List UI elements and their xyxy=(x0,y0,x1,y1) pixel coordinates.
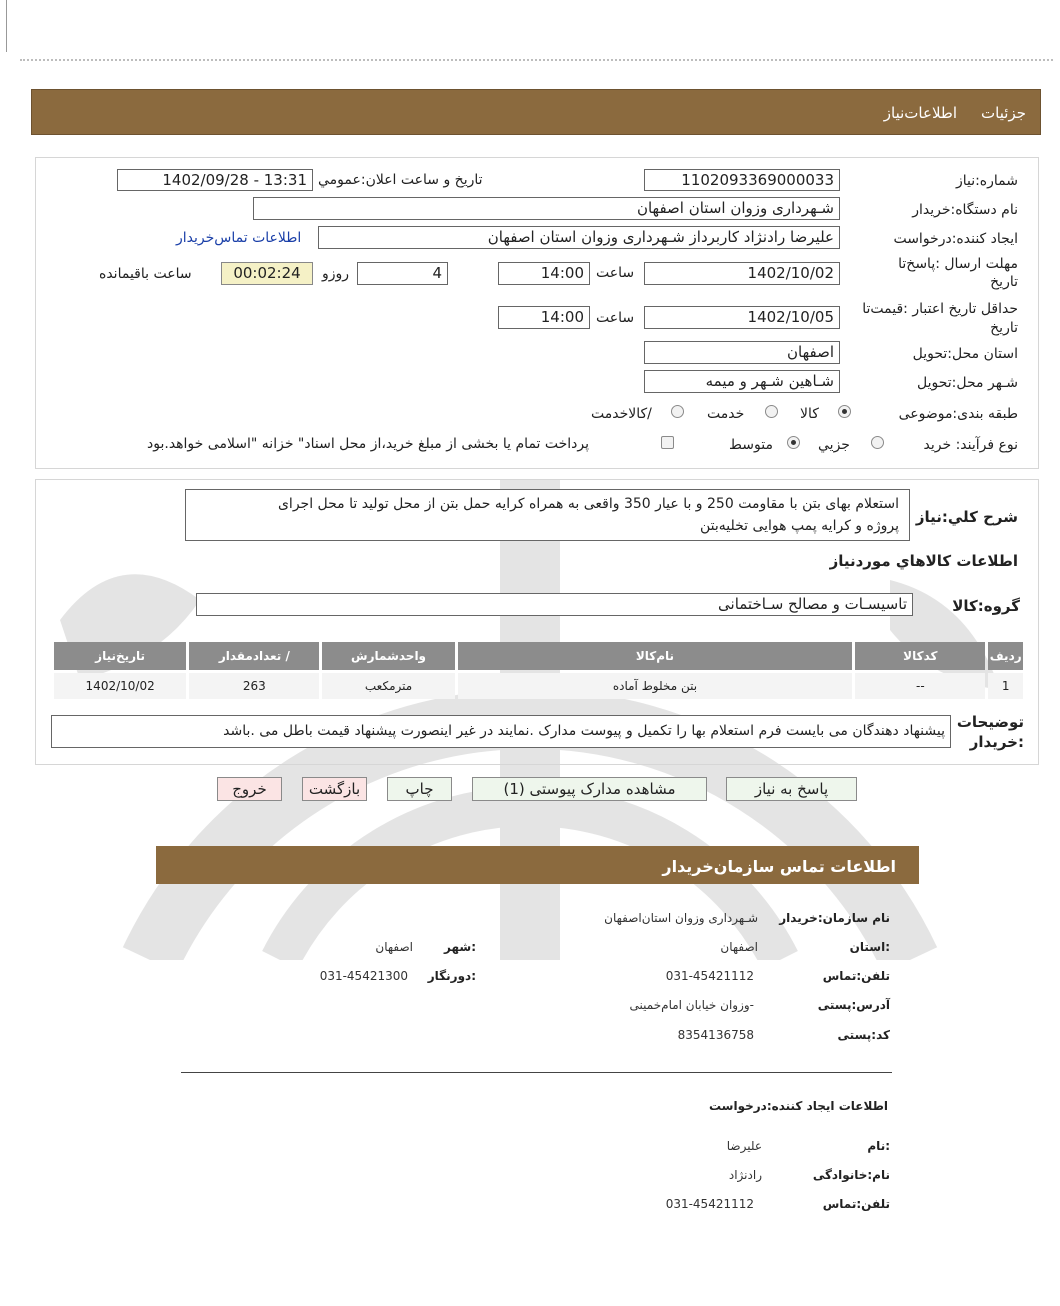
fax-value: 031-45421300 xyxy=(319,969,408,983)
view-attachments-button[interactable]: مشاهده مدارک پیوستی (1) xyxy=(472,777,707,801)
goods-table xyxy=(51,639,1026,702)
validity-label: حداقل تاریخ اعتبار :قیمت‌تا xyxy=(862,301,1018,317)
col-need-date: تاریخ‌نیاز xyxy=(54,642,186,670)
need-number-field: 1102093369000033 xyxy=(644,169,840,191)
summary-box xyxy=(185,489,910,541)
goods-group-label: گروه:کالا xyxy=(952,597,1020,615)
treasury-payment-checkbox[interactable] xyxy=(661,436,674,449)
creator-field: علیرضا رادنژاد کاربرداز شـهرداری وزوان استان اصفهان xyxy=(318,226,840,249)
table-row xyxy=(54,673,1023,699)
treasury-payment-note: پرداخت تمام یا بخشی از مبلغ خرید،از محل اسناد" خزانه "اسلامی خواهد.بود xyxy=(147,436,590,452)
cell-goods-name: بتن مخلوط آماده xyxy=(458,673,853,699)
city-contact-label: :شهر xyxy=(444,940,476,954)
province-contact-value: اصفهان xyxy=(720,940,758,954)
org-label: نام سازمان:خریدار xyxy=(779,911,890,925)
postal-code-label: کد:پستی xyxy=(837,1028,890,1042)
top-dotted-divider xyxy=(20,59,1053,61)
summary-line-1: استعلام بهای بتن با مقاومت 250 و با عیار 350 واقعی به همراه کرایه حمل بتن از محل تولید تا محل اجرای xyxy=(277,496,899,512)
col-row-number: ردیف xyxy=(988,642,1023,670)
city-label: شـهر محل:تحویل xyxy=(917,375,1018,391)
category-label: طبقه بندی:موضوعی xyxy=(898,406,1018,422)
cell-quantity: 263 xyxy=(189,673,319,699)
process-option-minor: جزيي xyxy=(818,437,850,453)
category-radio-goods-service[interactable] xyxy=(671,405,684,418)
process-radio-medium[interactable] xyxy=(787,436,800,449)
tab-details[interactable]: جزئیات xyxy=(981,104,1026,122)
col-goods-code: کدکالا xyxy=(855,642,985,670)
creator-name-label: :نام xyxy=(867,1139,890,1153)
validity-date-field: 1402/10/05 xyxy=(644,306,840,329)
left-edge-line xyxy=(6,0,7,52)
validity-time-label: ساعت xyxy=(596,310,635,326)
category-radio-service[interactable] xyxy=(765,405,778,418)
goods-table-header xyxy=(54,642,1023,670)
phone-value: 031-45421112 xyxy=(665,969,754,983)
col-goods-name: نام‌کالا xyxy=(458,642,853,670)
print-button[interactable]: چاپ xyxy=(387,777,452,801)
province-label: استان محل:تحویل xyxy=(912,346,1018,362)
process-option-medium: متوسط xyxy=(729,437,773,453)
creator-family-value: رادنژاد xyxy=(728,1168,762,1182)
col-unit: واحدشمارش xyxy=(322,642,454,670)
postal-code-value: 8354136758 xyxy=(677,1028,754,1042)
validity-time-field: 14:00 xyxy=(498,306,590,329)
cell-row-number: 1 xyxy=(988,673,1023,699)
deadline-time-label: ساعت xyxy=(596,265,635,281)
org-value: شـهرداری وزوان استان‌اصفهان xyxy=(604,911,758,925)
deadline-time-field: 14:00 xyxy=(498,262,590,285)
buyer-label: نام دستگاه:خریدار xyxy=(912,202,1018,218)
city-contact-value: اصفهان xyxy=(375,940,413,954)
category-radio-goods[interactable] xyxy=(838,405,851,418)
contact-title: اطلاعات تماس سازمان‌خریدار xyxy=(662,857,896,876)
cell-need-date: 1402/10/02 xyxy=(54,673,186,699)
announce-label: تاریخ و ساعت اعلان:عمومي xyxy=(318,172,483,188)
category-option-goods-service: /کالاخدمت xyxy=(591,406,652,422)
validity-label-2: تاریخ xyxy=(990,320,1018,336)
deadline-label: مهلت ارسال :پاسخ‌تا xyxy=(898,256,1018,272)
tab-need-info[interactable]: اطلاعات‌نیاز xyxy=(883,104,957,122)
creator-name-value: علیرضا xyxy=(726,1139,762,1153)
buyer-contact-link[interactable]: اطلاعات تماس‌خریدار xyxy=(176,230,302,246)
days-field: 4 xyxy=(357,262,448,285)
creator-info-heading: اطلاعات ایجاد کننده:درخواست xyxy=(708,1099,888,1113)
buyer-notes-label-2: :خریدار xyxy=(969,733,1024,751)
goods-heading: اطلاعات کالاهاي موردنیاز xyxy=(829,552,1018,570)
buyer-field: شـهرداری وزوان استان اصفهان xyxy=(253,197,840,220)
back-button[interactable]: بازگشت xyxy=(302,777,367,801)
cell-goods-code: -- xyxy=(855,673,985,699)
remaining-label: ساعت باقیمانده xyxy=(99,266,192,282)
col-quantity: / تعدادمقدار xyxy=(189,642,319,670)
process-label: نوع فرآیند: خرید xyxy=(923,437,1018,453)
buyer-notes-label: توضیحات xyxy=(956,713,1024,731)
province-field: اصفهان xyxy=(644,341,840,364)
announce-datetime-field: 1402/09/28 - 13:31 xyxy=(117,169,313,191)
address-value: -وزوان خیابان امام‌خمینی xyxy=(629,998,754,1012)
creator-label: ایجاد کننده:درخواست xyxy=(893,231,1018,247)
creator-phone-label: تلفن:تماس xyxy=(822,1197,890,1211)
deadline-date-field: 1402/10/02 xyxy=(644,262,840,285)
creator-family-label: نام:خانوادگی xyxy=(812,1168,890,1182)
exit-button[interactable]: خروج xyxy=(217,777,282,801)
category-option-service: خدمت xyxy=(707,406,745,422)
process-radio-minor[interactable] xyxy=(871,436,884,449)
goods-group-field: تاسیسـات و مصالح سـاختمانی xyxy=(196,593,913,616)
fax-label: :دورنگار xyxy=(427,969,476,983)
need-number-label: شماره:نیاز xyxy=(955,173,1018,189)
days-label: روزو xyxy=(322,266,350,282)
contact-divider xyxy=(181,1072,892,1073)
city-field: شـاهین شـهر و میمه xyxy=(644,370,840,393)
summary-label: شرح کلي:نیاز xyxy=(915,508,1018,526)
creator-phone-value: 031-45421112 xyxy=(665,1197,754,1211)
phone-label: تلفن:تماس xyxy=(822,969,890,983)
remaining-time-display: 00:02:24 xyxy=(221,262,313,285)
summary-line-2: پروژه و کرایه پمپ هوایی تخلیه‌بتن xyxy=(699,518,899,534)
address-label: آدرس:پستی xyxy=(817,998,890,1012)
cell-unit: مترمکعب xyxy=(322,673,454,699)
category-option-goods: کالا xyxy=(800,406,819,422)
deadline-label-2: تاریخ xyxy=(990,274,1018,290)
buyer-notes-field: پیشنهاد دهندگان می بایست فرم استعلام بها را تکمیل و پیوست مدارک .نمایند در غیر اینصورت پیشنهاد قیمت باطل می .باشد xyxy=(51,715,951,748)
province-contact-label: :استان xyxy=(849,940,890,954)
reply-button[interactable]: پاسخ به نیاز xyxy=(726,777,857,801)
